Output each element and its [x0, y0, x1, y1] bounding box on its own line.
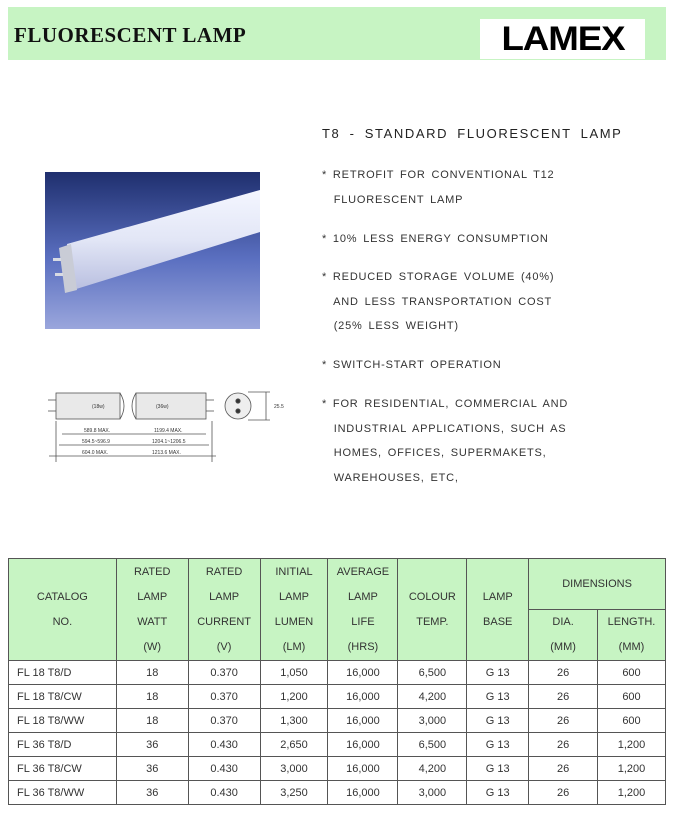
cell-base: G 13 [467, 757, 529, 781]
cell-catalog: FL 18 T8/D [9, 661, 117, 685]
cell-base: G 13 [467, 781, 529, 805]
table-row [9, 757, 666, 781]
cell-current: 0.370 [188, 709, 260, 733]
feature-item [322, 392, 568, 490]
cell-base: G 13 [467, 709, 529, 733]
page-header [8, 7, 666, 60]
feature-line: INDUSTRIAL APPLICATIONS, SUCH AS [322, 422, 567, 435]
header-dia: DIA. (MM) [529, 610, 598, 661]
cell-life: 16,000 [328, 709, 398, 733]
cell-colour: 3,000 [398, 709, 467, 733]
cell-lumen: 1,050 [260, 661, 328, 685]
diagram-dim-f: 1213.6 MAX. [152, 450, 181, 456]
product-heading: T8 - STANDARD FLUORESCENT LAMP [322, 126, 623, 141]
cell-dia: 26 [529, 733, 598, 757]
cell-base: G 13 [467, 661, 529, 685]
cell-length: 600 [598, 661, 666, 685]
cell-catalog: FL 36 T8/D [9, 733, 117, 757]
cell-life: 16,000 [328, 757, 398, 781]
cell-catalog: FL 36 T8/CW [9, 757, 117, 781]
spec-table [8, 558, 666, 805]
cell-base: G 13 [467, 733, 529, 757]
cell-watt: 36 [116, 757, 188, 781]
feature-line: FLUORESCENT LAMP [322, 193, 464, 206]
cell-colour: 6,500 [398, 661, 467, 685]
diagram-dim-e: 604.0 MAX. [82, 450, 109, 456]
header-current: RATED LAMP CURRENT (V) [188, 559, 260, 661]
cell-base: G 13 [467, 685, 529, 709]
cell-colour: 6,500 [398, 733, 467, 757]
cell-dia: 26 [529, 685, 598, 709]
cell-lumen: 2,650 [260, 733, 328, 757]
cell-watt: 18 [116, 685, 188, 709]
cell-length: 1,200 [598, 781, 666, 805]
header-catalog: CATALOG NO. [9, 559, 117, 661]
diagram-dim-d: 1204.1~1206.5 [152, 439, 186, 445]
header-length: LENGTH. (MM) [598, 610, 666, 661]
header-colour: COLOUR TEMP. [398, 559, 467, 661]
cell-dia: 26 [529, 757, 598, 781]
cell-colour: 4,200 [398, 685, 467, 709]
lamp-dimension-diagram [44, 378, 294, 470]
header-lumen: INITIAL LAMP LUMEN (LM) [260, 559, 328, 661]
cell-lumen: 3,250 [260, 781, 328, 805]
page-title: FLUORESCENT LAMP [14, 23, 247, 47]
cell-length: 1,200 [598, 733, 666, 757]
cell-watt: 18 [116, 661, 188, 685]
cell-watt: 18 [116, 709, 188, 733]
cell-life: 16,000 [328, 733, 398, 757]
feature-line: (25% LESS WEIGHT) [322, 320, 459, 332]
cell-current: 0.370 [188, 661, 260, 685]
brand-logo-text: LAMEX [500, 19, 625, 58]
feature-line: * RETROFIT FOR CONVENTIONAL T12 [322, 169, 555, 181]
cell-lumen: 1,200 [260, 685, 328, 709]
header-dimensions: DIMENSIONS [529, 559, 666, 610]
feature-item [322, 265, 554, 339]
feature-item [322, 227, 549, 252]
feature-line: WAREHOUSES, ETC, [322, 471, 459, 484]
cell-current: 0.430 [188, 781, 260, 805]
feature-line: * SWITCH-START OPERATION [322, 359, 502, 371]
feature-line: * FOR RESIDENTIAL, COMMERCIAL AND [322, 398, 569, 410]
cell-watt: 36 [116, 733, 188, 757]
table-row [9, 709, 666, 733]
cell-current: 0.430 [188, 757, 260, 781]
lamp-photo [45, 172, 260, 329]
feature-item [322, 163, 554, 212]
feature-item [322, 353, 501, 378]
table-row [9, 661, 666, 685]
cell-life: 16,000 [328, 781, 398, 805]
cell-dia: 26 [529, 709, 598, 733]
cell-current: 0.430 [188, 733, 260, 757]
cell-catalog: FL 18 T8/CW [9, 685, 117, 709]
table-row [9, 781, 666, 805]
cell-length: 1,200 [598, 757, 666, 781]
diagram-label-36w: (36w) [156, 404, 169, 410]
cell-current: 0.370 [188, 685, 260, 709]
cell-life: 16,000 [328, 661, 398, 685]
diagram-dim-c: 594.5~596.9 [82, 439, 110, 445]
diagram-dim-a: 589.8 MAX. [84, 428, 111, 434]
brand-logo [480, 19, 645, 59]
cell-length: 600 [598, 685, 666, 709]
feature-line: * 10% LESS ENERGY CONSUMPTION [322, 233, 549, 245]
feature-line: HOMES, OFFICES, SUPERMAKETS, [322, 447, 547, 459]
cell-dia: 26 [529, 781, 598, 805]
feature-line: AND LESS TRANSPORTATION COST [322, 295, 553, 308]
diagram-end-diameter: 25.5 [274, 404, 284, 410]
cell-watt: 36 [116, 781, 188, 805]
header-watt: RATED LAMP WATT (W) [116, 559, 188, 661]
table-row [9, 685, 666, 709]
cell-catalog: FL 36 T8/WW [9, 781, 117, 805]
diagram-dim-b: 1199.4 MAX. [154, 428, 183, 434]
diagram-label-18w: (18w) [92, 404, 105, 410]
feature-line: * REDUCED STORAGE VOLUME (40%) [322, 271, 555, 283]
cell-length: 600 [598, 709, 666, 733]
cell-lumen: 1,300 [260, 709, 328, 733]
cell-lumen: 3,000 [260, 757, 328, 781]
cell-life: 16,000 [328, 685, 398, 709]
cell-catalog: FL 18 T8/WW [9, 709, 117, 733]
cell-dia: 26 [529, 661, 598, 685]
cell-colour: 4,200 [398, 757, 467, 781]
table-row [9, 733, 666, 757]
cell-colour: 3,000 [398, 781, 467, 805]
header-life: AVERAGE LAMP LIFE (HRS) [328, 559, 398, 661]
header-base: LAMP BASE [467, 559, 529, 661]
